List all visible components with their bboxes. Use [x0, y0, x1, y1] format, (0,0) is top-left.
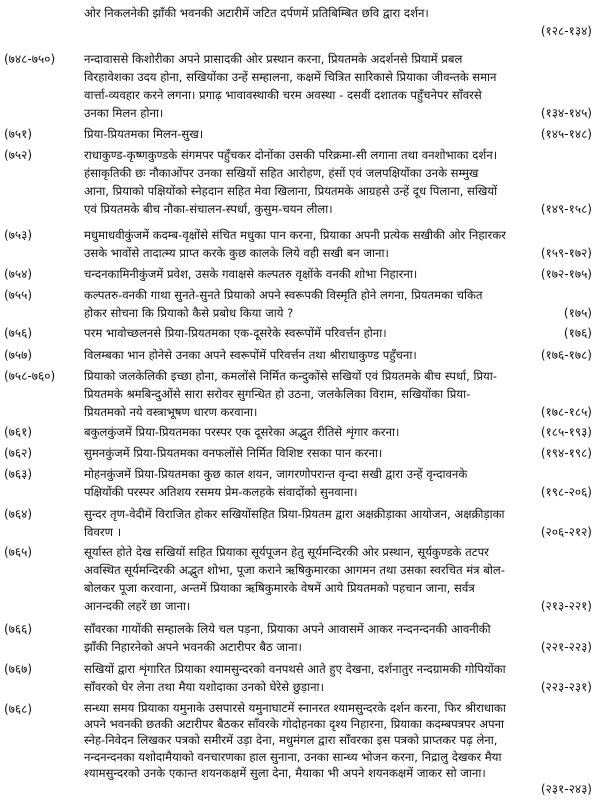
- entry-description: परम भावोच्छलनसे प्रिया-प्रियतमका एक-दूसरेके स्वरूपोंमें परिवर्त्तन होना।: [84, 326, 387, 340]
- entry-description: प्रिया-प्रियतमका मिलन-सुख।: [84, 127, 204, 141]
- list-item: [0, 367, 600, 421]
- list-item: [0, 265, 600, 283]
- entry-number: (७५५): [4, 288, 33, 302]
- page-reference: (२२१-२२३): [540, 640, 592, 654]
- entry-description: विलम्बका भान होनेसे उनका अपने स्वरूपोंमें परिवर्त्तन तथा श्रीराधाकुण्ड पहुँचना।: [84, 348, 417, 362]
- page-reference: (१२८-१३४): [540, 24, 592, 38]
- list-item: [0, 146, 600, 218]
- entry-number: (७५१): [4, 127, 33, 141]
- page-reference: (१८५-१९३): [540, 425, 592, 439]
- entry-number: (७५६): [4, 326, 33, 340]
- entry-description: प्रियाको जलकेलिकी इच्छा होना, कमलोंसे निर्मित कन्दुकोंसे सखियों एवं प्रियतमके बीच स्पर्धा, प्रिया-प्रियतमके श्रमबिन्दुओंसे सारा सरोवर सुगन्धित हो उठना, जलकेलिका विराम, सखियोंका प्रिया-प्रियतमको नये वस्त्राभूषण धारण करवाना।: [84, 369, 497, 419]
- entry-description: साँवरका गायोंकी सम्हालके लिये चल पड़ना, प्रियाका अपने आवासमें आकर नन्दनन्दनकी आवनीकी झाँकी निहारनेको अपने भवनकी अटारीपर बैठ जाना।: [84, 622, 491, 654]
- entry-number: (७६२): [4, 446, 33, 460]
- entry-number: (७५७): [4, 348, 33, 362]
- entry-number: (७५२): [4, 148, 33, 162]
- page-reference: (२१३-२२१): [540, 599, 592, 613]
- page-reference: (२३१-२४३): [540, 782, 592, 796]
- entry-number: (७४८-७५०): [4, 52, 56, 66]
- entry-number: (७६८): [4, 702, 33, 716]
- entry-description: सुन्दर तृण-वेदीमें विराजित होकर सखियोंसहित प्रिया-प्रियतम द्वारा अक्षक्रीड़ाका आयोजन, अक्षक्रीड़ाका विवरण ।: [84, 507, 505, 539]
- list-item: [0, 505, 600, 541]
- page-reference: (१७५): [563, 306, 592, 320]
- entry-description: सन्ध्या समय प्रियाका यमुनाके उसपारसे यमुनाघाटमें स्नानरत श्यामसुन्दरके दर्शन करना, फिर श्रीराधाका अपने भवनकी छतकी अटारीपर बैठकर साँवरके गोदोहनका दृश्य निहारना, प्रियाका कदम्बपत्रपर अपना स्नेह-निवेदन लिखकर पत्रको समीरमें उड़ा देना, मधुमंगल द्वारा साँवरका इस पत्रको प्राप्तकर पढ़ लेना, नन्दनन्दनका यशोदामैयाको वनचारणका हाल सुनाना, उनका सान्ध्य भोजन करना, निद्रालु देखकर मैया श्यामसुन्दरको उनके एकान्त शयनकक्षमें सुला देना, मैयाका भी अपने शयनकक्षमें जाकर सो जाना।: [84, 701, 506, 780]
- entry-description: सखियों द्वारा शृंगारित प्रियाका श्यामसुन्दरको वनपथसे आते हुए देखना, दर्शनातुर नन्दग्रामकी गोपियोंका साँवरको घेर लेना तथा मैया यशोदाका उनको घेरेसे छुड़ाना।: [84, 662, 506, 694]
- entry-number: (७५८-७६०): [4, 369, 56, 383]
- list-item: [0, 465, 600, 501]
- list-item: [0, 700, 600, 798]
- entry-description: राधाकुण्ड-कृष्णकुण्डके संगमपर पहुँचकर दोनोंका उसकी परिक्रमा-सी लगाना तथा वनशोभाका दर्शन। हंसाकृतिकी छः नौकाओंपर उनका सखियों सहित आरोहण, हंसों एवं जलपक्षियोंका उनके सम्मुख आना, प्रियाको पक्षियोंको स्नेहदान सहित मेवा खिलाना, प्रियतमके आग्रहसे उन्हें दूध पिलाना, सखियों एवं प्रियतमके बीच नौका-संचालन-स्पर्धा, कुसुम-चयन लीला।: [84, 148, 498, 216]
- page-reference: (१४५-१४८): [540, 127, 592, 141]
- entry-number: (७६३): [4, 467, 33, 481]
- entry-description: सूर्यास्त होते देख सखियों सहित प्रियाका सूर्यपूजन हेतु सूर्यमन्दिरकी ओर प्रस्थान, सूर्यकुण्डके तटपर अवस्थित सूर्यमन्दिरकी अद्भुत शोभा, पूजा कराने ऋषिकुमारका आगमन तथा उसका स्वरचित मंत्र बोल-बोलकर पूजा करवाना, अन्तमें प्रियाका ऋषिकुमारके वेषमें आये प्रियतमको पहचान जाना, सर्वत्र आनन्दकी लहरें छा जाना।: [84, 545, 505, 613]
- page-reference: (२०६-२१२): [540, 525, 592, 539]
- list-item: [0, 543, 600, 615]
- list-item: [0, 4, 600, 40]
- list-item: [0, 620, 600, 656]
- list-item: [0, 423, 600, 441]
- entry-description: कल्पतरु-वनकी गाथा सुनते-सुनते प्रियाको अपने स्वरूपकी विस्मृति होने लगना, प्रियतमका चकित होकर सोचना कि प्रियाको कैसे प्रबोध किया जाये ?: [84, 288, 483, 320]
- entry-number: (७६६): [4, 622, 33, 636]
- list-item: [0, 286, 600, 322]
- entry-number: (७६१): [4, 425, 33, 439]
- list-item: [0, 50, 600, 122]
- page-reference: (१४९-१५८): [540, 202, 592, 216]
- page-reference: (१९४-१९८): [540, 446, 592, 460]
- entry-number: (७५३): [4, 228, 33, 242]
- entry-description: मधुमाधवीकुंजमें कदम्ब-वृक्षोंसे संचित मधुका पान करना, प्रियाका अपनी प्रत्येक सखीकी ओर निहारकर उसके भावोंसे तादात्म्य प्राप्त करके कुछ कालके लिये वही सखी बन जाना।: [84, 228, 506, 260]
- entry-description: ओर निकलनेकी झाँकी भवनकी अटारीमें जटित दर्पणमें प्रतिबिम्बित छवि द्वारा दर्शन।: [84, 6, 429, 20]
- list-item: [0, 125, 600, 143]
- page-reference: (१५९-१७२): [540, 246, 592, 260]
- list-item: [0, 660, 600, 696]
- entry-number: (७६५): [4, 545, 33, 559]
- entry-number: (७६७): [4, 662, 33, 676]
- page-reference: (१७६-१७८): [540, 348, 592, 362]
- page-reference: (१३४-१४५): [540, 106, 592, 120]
- entry-description: सुमनकुंजमें प्रिया-प्रियतमका वनफलोंसे निर्मित विशिष्ट रसका पान करना।: [84, 446, 383, 460]
- entry-description: मोहनकुंजमें प्रिया-प्रियतमका कुछ काल शयन, जागरणोपरान्त वृन्दा सखी द्वारा उन्हें वृन्दावनके पक्षियोंकी परस्पर अतिशय रसमय प्रेम-कलहके संवादोंको सुनवाना।: [84, 467, 468, 499]
- entry-description: बकुलकुंजमें प्रिया-प्रियतमका परस्पर एक दूसरेका अद्भुत रीतिसे शृंगार करना।: [84, 425, 400, 439]
- entry-description: नन्दावाससे किशोरीका अपने प्रासादकी ओर प्रस्थान करना, प्रियतमके अदर्शनसे प्रियामें प्रबल विरहावेशका उदय होना, सखियोंका उन्हें सम्हालना, कक्षमें चित्रित सारिकासे प्रियाका जीवन्तके समान वार्त्ता-व्यवहार करने लगना। प्रगाढ़ भावावस्थाकी चरम अवस्था - दसवीं दशातक पहुँचनेपर साँवरसे उनका मिलन होना।: [84, 52, 497, 120]
- page-reference: (१९८-२०६): [540, 485, 592, 499]
- list-item: [0, 226, 600, 262]
- page-reference: (१७६): [563, 326, 592, 340]
- entry-number: (७६४): [4, 507, 33, 521]
- entry-number: (७५४): [4, 267, 33, 281]
- list-item: [0, 444, 600, 462]
- page-reference: (१७८-१८५): [540, 405, 592, 419]
- entry-description: चन्दनकामिनीकुंजमें प्रवेश, उसके गवाक्षसे कल्पतरु वृक्षोंके वनकी शोभा निहारना।: [84, 267, 418, 281]
- list-item: [0, 346, 600, 364]
- page-reference: (२२३-२३१): [540, 680, 592, 694]
- page-reference: (१७२-१७५): [540, 267, 592, 281]
- list-item: [0, 324, 600, 342]
